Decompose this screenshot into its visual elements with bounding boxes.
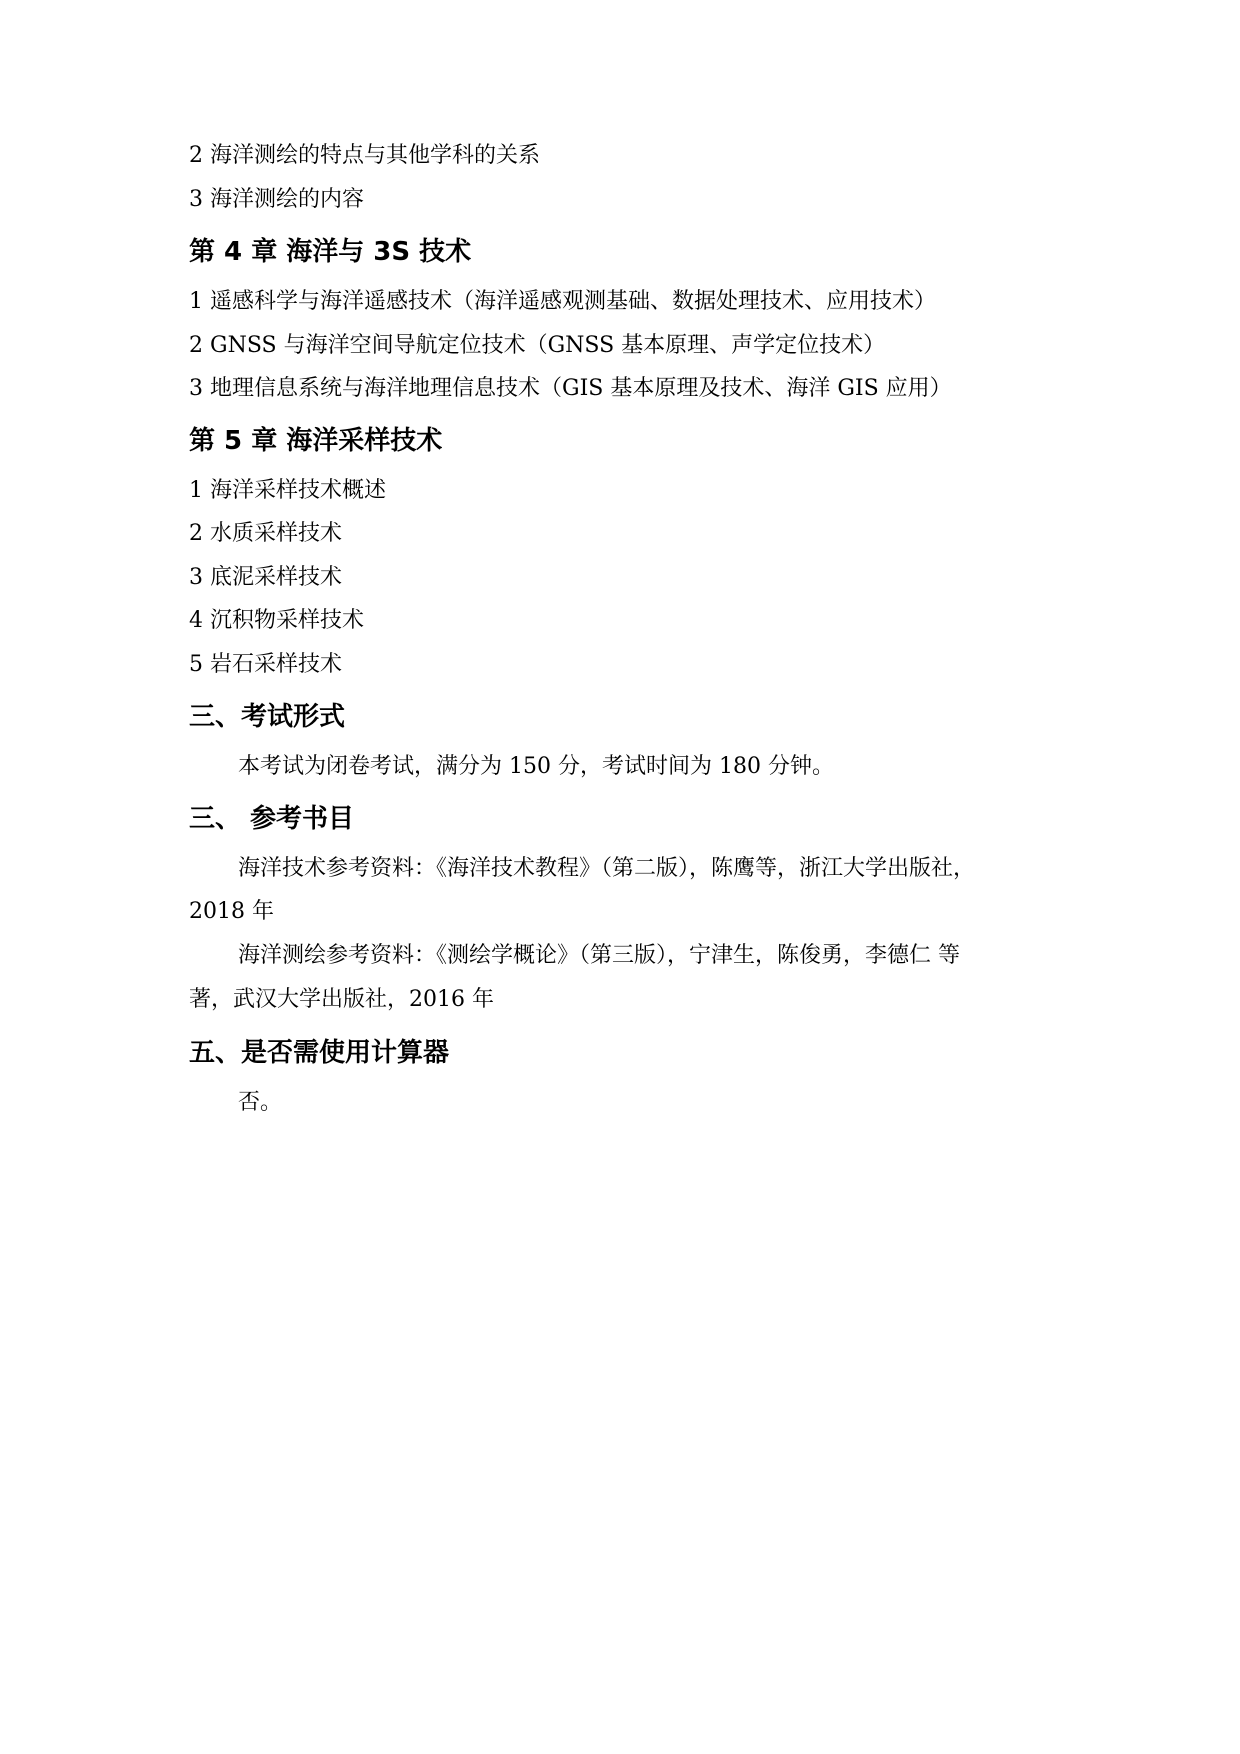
reference-2-line-2: 著，武汉大学出版社，2016 年 bbox=[189, 987, 494, 1012]
reference-1-line-2: 2018 年 bbox=[189, 899, 274, 924]
ch5-item-4: 4 沉积物采样技术 bbox=[189, 608, 364, 633]
exam-format-heading: 三、考试形式 bbox=[189, 702, 346, 732]
references-heading: 三、 参考书目 bbox=[189, 804, 355, 834]
ch4-item-3: 3 地理信息系统与海洋地理信息技术（GIS 基本原理及技术、海洋 GIS 应用） bbox=[189, 376, 952, 401]
ch3-item-2: 2 海洋测绘的特点与其他学科的关系 bbox=[189, 143, 540, 168]
ch5-item-5: 5 岩石采样技术 bbox=[189, 652, 342, 677]
ch5-item-1: 1 海洋采样技术概述 bbox=[189, 478, 386, 503]
ch4-item-2: 2 GNSS 与海洋空间导航定位技术（GNSS 基本原理、声学定位技术） bbox=[189, 333, 886, 358]
ch4-item-1: 1 遥感科学与海洋遥感技术（海洋遥感观测基础、数据处理技术、应用技术） bbox=[189, 289, 936, 314]
reference-2-line-1: 海洋测绘参考资料：《测绘学概论》（第三版），宁津生，陈俊勇，李德仁 等 bbox=[238, 943, 960, 968]
reference-1-line-1: 海洋技术参考资料：《海洋技术教程》（第二版），陈鹰等，浙江大学出版社， bbox=[238, 856, 976, 881]
ch3-item-3: 3 海洋测绘的内容 bbox=[189, 187, 364, 212]
calculator-answer: 否。 bbox=[238, 1090, 283, 1115]
ch5-item-3: 3 底泥采样技术 bbox=[189, 565, 342, 590]
chapter-4-heading: 第 4 章 海洋与 3S 技术 bbox=[189, 237, 472, 267]
calculator-heading: 五、是否需使用计算器 bbox=[189, 1038, 450, 1068]
exam-format-text: 本考试为闭卷考试，满分为 150 分，考试时间为 180 分钟。 bbox=[238, 754, 834, 779]
ch5-item-2: 2 水质采样技术 bbox=[189, 521, 342, 546]
chapter-5-heading: 第 5 章 海洋采样技术 bbox=[189, 426, 443, 456]
